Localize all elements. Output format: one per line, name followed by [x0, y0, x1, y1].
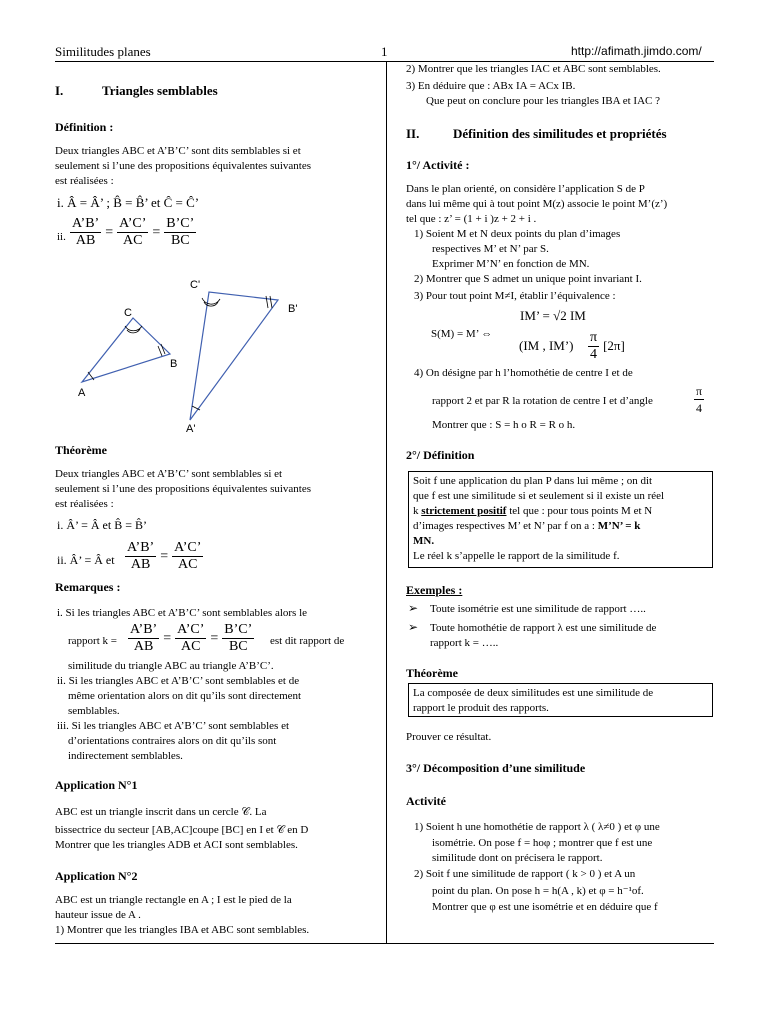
act-4b: rapport 2 et par R la rotation de centre I et d’angle	[432, 395, 653, 407]
def-text-3: est réalisées :	[55, 175, 114, 187]
definition2-title: 2°/ Définition	[406, 448, 475, 462]
theorem2-title: Théorème	[406, 666, 458, 680]
example-2a: Toute homothétie de rapport λ est une similitude de	[430, 622, 657, 634]
rem-iii-3: indirectement semblables.	[68, 750, 183, 762]
act-4c: Montrer que : S = h o R = R o h.	[432, 419, 576, 431]
rem-iii-2: d’orientations contraires alors on dit qu’ils sont	[68, 735, 277, 747]
thm-ratios: $\frac{A’B’}{AB}$ = $\frac{A’C’}{AC}$	[127, 540, 202, 572]
arrow-bullet-icon: ➢	[408, 620, 419, 634]
theorem-box: La composée de deux similitudes est une similitude de rapport le produit des rapports.	[408, 683, 713, 717]
decomposition-title: 3°/ Décomposition d’une similitude	[406, 761, 586, 775]
rem-iii-1: iii. Si les triangles ABC et A’B’C’ sont semblables et	[57, 720, 290, 732]
page-number: 1	[381, 44, 388, 59]
arrow-bullet-icon: ➢	[408, 601, 419, 615]
application2-title: Application N°2	[55, 869, 138, 883]
dec-1b: isométrie. On pose f = hoφ ; montrer que f est une	[432, 837, 653, 849]
act-1b: respectives M’ et N’ par S.	[432, 243, 549, 255]
act-3: 3) Pour tout point M≠I, établir l’équivalence :	[414, 290, 616, 302]
q2: 2) Montrer que les triangles IAC et ABC sont semblables.	[406, 63, 661, 75]
act-4a: 4) On désigne par h l’homothétie de centre I et de	[414, 367, 633, 379]
label-b-prime: B'	[288, 303, 298, 315]
label-c-prime: C'	[190, 279, 201, 291]
rem-ratios: $\frac{A’B’}{AB}$ = $\frac{A’C’}{AC}$ = $\frac{B’C’}{BC}$	[130, 622, 253, 654]
def-prop-ii-label: ii.	[57, 231, 66, 243]
section1-title: Triangles semblables	[102, 83, 218, 98]
column-divider	[386, 61, 387, 943]
section2-title: Définition des similitudes et propriétés	[453, 126, 667, 141]
remarks-title: Remarques :	[55, 580, 121, 594]
dec-1c: similitude dont on précisera le rapport.	[432, 852, 603, 864]
label-c: C	[124, 307, 132, 319]
example-1: Toute isométrie est une similitude de rapport …..	[430, 603, 646, 615]
equiv-line-2: (IM , IM’)	[519, 338, 574, 353]
equiv-angle: $\frac{\pi}{4}$ [2π]	[590, 330, 625, 362]
theorem-title: Théorème	[55, 443, 107, 457]
app1-text-1: ABC est un triangle inscrit dans un cercle 𝒞. La	[55, 806, 267, 818]
rem-i-1: i. Si les triangles ABC et A’B’C’ sont semblables alors le	[57, 607, 308, 619]
thm-text-3: est réalisées :	[55, 498, 114, 510]
activity1-title: 1°/ Activité :	[406, 158, 470, 172]
equiv-s: S(M) = M’ ⇔	[431, 328, 493, 340]
q3: 3) En déduire que : ABx IA = ACx IB.	[406, 80, 576, 92]
thm-text-2: seulement si l’une des propositions équivalentes suivantes	[55, 483, 312, 495]
q3b: Que peut on conclure pour les triangles IBA et IAC ?	[426, 95, 660, 107]
rem-ii-2: même orientation alors on dit qu’ils sont directement	[68, 690, 302, 702]
act-text-1: Dans le plan orienté, on considère l’application S de P	[406, 183, 645, 195]
label-a: A	[78, 387, 86, 399]
thm-text-1: Deux triangles ABC et A’B’C’ sont semblables si et	[55, 468, 283, 480]
doc-title: Similitudes planes	[55, 44, 151, 59]
dec-2a: 2) Soit f une similitude de rapport ( k > 0 ) et A un	[414, 868, 636, 880]
act-1c: Exprimer M’N’ en fonction de MN.	[432, 258, 590, 270]
app2-text-2: hauteur issue de A .	[55, 909, 141, 921]
definition-title: Définition :	[55, 120, 114, 134]
footer-rule	[55, 943, 714, 944]
dec-1a: 1) Soient h une homothétie de rapport λ ( λ≠0 ) et φ une	[414, 821, 660, 833]
triangles-figure	[70, 272, 310, 432]
act-1a: 1) Soient M et N deux points du plan d’images	[414, 228, 621, 240]
label-a-prime: A'	[186, 423, 196, 432]
prove-text: Prouver ce résultat.	[406, 731, 492, 743]
decomposition-activity: Activité	[406, 794, 446, 808]
act-2: 2) Montrer que S admet un unique point invariant I.	[414, 273, 642, 285]
act-text-2: dans lui même qui à tout point M(z) associe le point M’(z’)	[406, 198, 668, 210]
def-text-2: seulement si l’une des propositions équivalentes suivantes	[55, 160, 312, 172]
label-b: B	[170, 358, 178, 370]
header-url[interactable]: http://afimath.jimdo.com/	[571, 44, 702, 58]
application1-title: Application N°1	[55, 778, 138, 792]
equiv-line-1: IM’ = √2 IM	[520, 308, 586, 323]
app2-text-3: 1) Montrer que les triangles IBA et ABC sont semblables.	[55, 924, 310, 936]
rem-i-3: est dit rapport de	[270, 635, 345, 647]
app2-text-1: ABC est un triangle rectangle en A ; I est le pied de la	[55, 894, 292, 906]
rem-ii-3: semblables.	[68, 705, 120, 717]
rem-i-2: rapport k =	[68, 635, 117, 647]
thm-prop-ii: ii. Â’ = Â et	[57, 553, 115, 567]
dec-2c: Montrer que φ est une isométrie et en déduire que f	[432, 901, 658, 913]
app1-text-2: bissectrice du secteur [AB,AC]coupe [BC] en I et 𝒞 en D	[55, 824, 309, 836]
triangle-apbpcp	[190, 292, 278, 420]
app1-text-3: Montrer que les triangles ADB et ACI sont semblables.	[55, 839, 298, 851]
rem-ii-1: ii. Si les triangles ABC et A’B’C’ sont semblables et de	[57, 675, 300, 687]
example-2b: rapport k = …..	[430, 637, 499, 649]
examples-title: Exemples :	[406, 583, 463, 597]
section1-number: I.	[55, 83, 64, 98]
def-ratios: $\frac{A’B’}{AB}$ = $\frac{A’C’}{AC}$ = $\frac{B’C’}{BC}$	[72, 216, 195, 248]
section2-number: II.	[406, 126, 420, 141]
act-text-3: tel que : z’ = (1 + i )z + 2 + i .	[406, 213, 537, 225]
definition-box: Soit f une application du plan P dans lui même ; on dit que f est une similitude si et seulement si il existe un réel k strictement positif tel que : pour tous points M et N d’images respectives M’ et N’ par f on a : M’N’ = k MN. Le réel k s’appelle le rapport de la similitude f.	[408, 471, 713, 568]
def-text-1: Deux triangles ABC et A’B’C’ sont dits semblables si et	[55, 145, 301, 157]
thm-prop-i: i. Â’ = Â et B̂ = B̂’	[57, 518, 147, 532]
rem-i-4: similitude du triangle ABC au triangle A’B’C’.	[68, 660, 274, 672]
def-prop-i: i. Â = Â’ ; B̂ = B̂’ et Ĉ = Ĉ’	[57, 195, 200, 210]
dec-2b: point du plan. On pose h = h(A , k) et φ = h⁻¹of.	[432, 885, 644, 897]
act-4-angle: $\frac{\pi}{4}$	[696, 384, 703, 415]
